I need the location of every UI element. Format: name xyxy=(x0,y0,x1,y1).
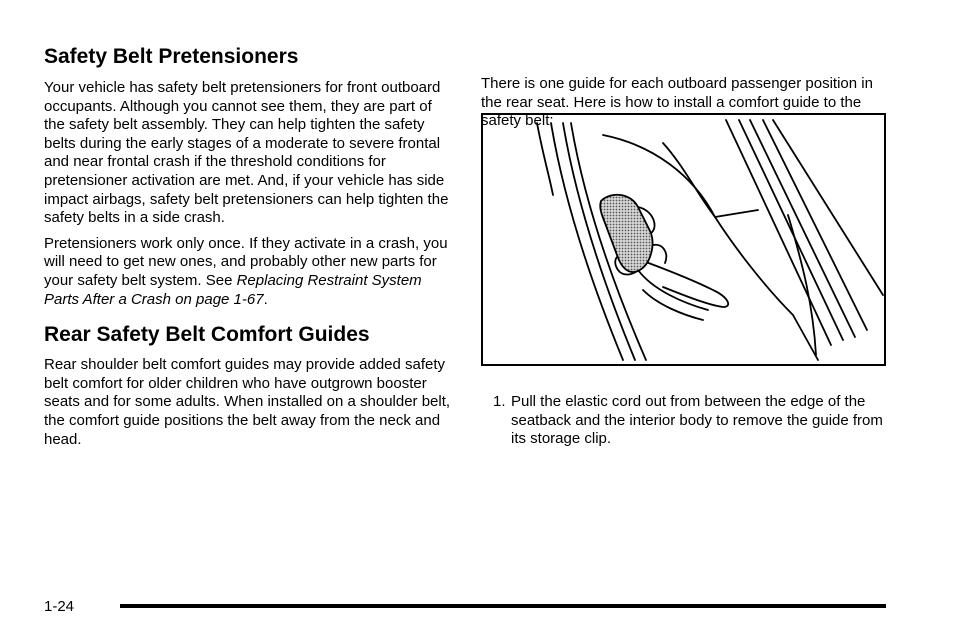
paragraph-end: . xyxy=(263,290,268,308)
instruction-step-1 xyxy=(493,393,885,449)
footer-rule xyxy=(120,604,886,608)
paragraph-text: Pretensioners work only once. If they activate in a crash, you will need to get new ones, and probably other new parts for your safety belt system. See xyxy=(44,234,448,289)
section-heading-comfort-guides: Rear Safety Belt Comfort Guides xyxy=(44,323,370,347)
left-column xyxy=(44,44,454,449)
paragraph-pretensioners-once xyxy=(44,235,454,309)
step-number: 1. xyxy=(493,393,506,410)
illustration-drawing xyxy=(483,115,884,364)
paragraph-comfort-guides: Rear shoulder belt comfort guides may provide added safety belt comfort for older children who have outgrown booster seats and for some adults. When installed on a shoulder belt, the comfort guide positions the belt away from the neck and head. xyxy=(44,356,451,448)
page-number: 1-24 xyxy=(44,598,75,615)
step-text: Pull the elastic cord out from between the edge of the seatback and the interior body to remove the guide from its storage clip. xyxy=(511,393,883,448)
paragraph-guide-intro: There is one guide for each outboard passenger position in the rear seat. Here is how to install a comfort guide to the safety belt: xyxy=(481,75,873,130)
paragraph-pretensioners-intro: Your vehicle has safety belt pretensioners for front outboard occupants. Although you cannot see them, they are part of the safety belt assembly. They can help tighten the safety belts during the early stages of a moderate to severe frontal and near frontal crash if the threshold conditions for pretensioner activation are met. And, if your vehicle has side impact airbags, safety belt pretensioners can help tighten the safety belts in a side crash. xyxy=(44,79,449,227)
cross-reference-link[interactable]: Replacing Restraint System Parts After a Crash on page 1-67 xyxy=(44,271,422,308)
comfort-guide-illustration xyxy=(481,113,886,366)
section-heading-pretensioners: Safety Belt Pretensioners xyxy=(44,45,299,68)
